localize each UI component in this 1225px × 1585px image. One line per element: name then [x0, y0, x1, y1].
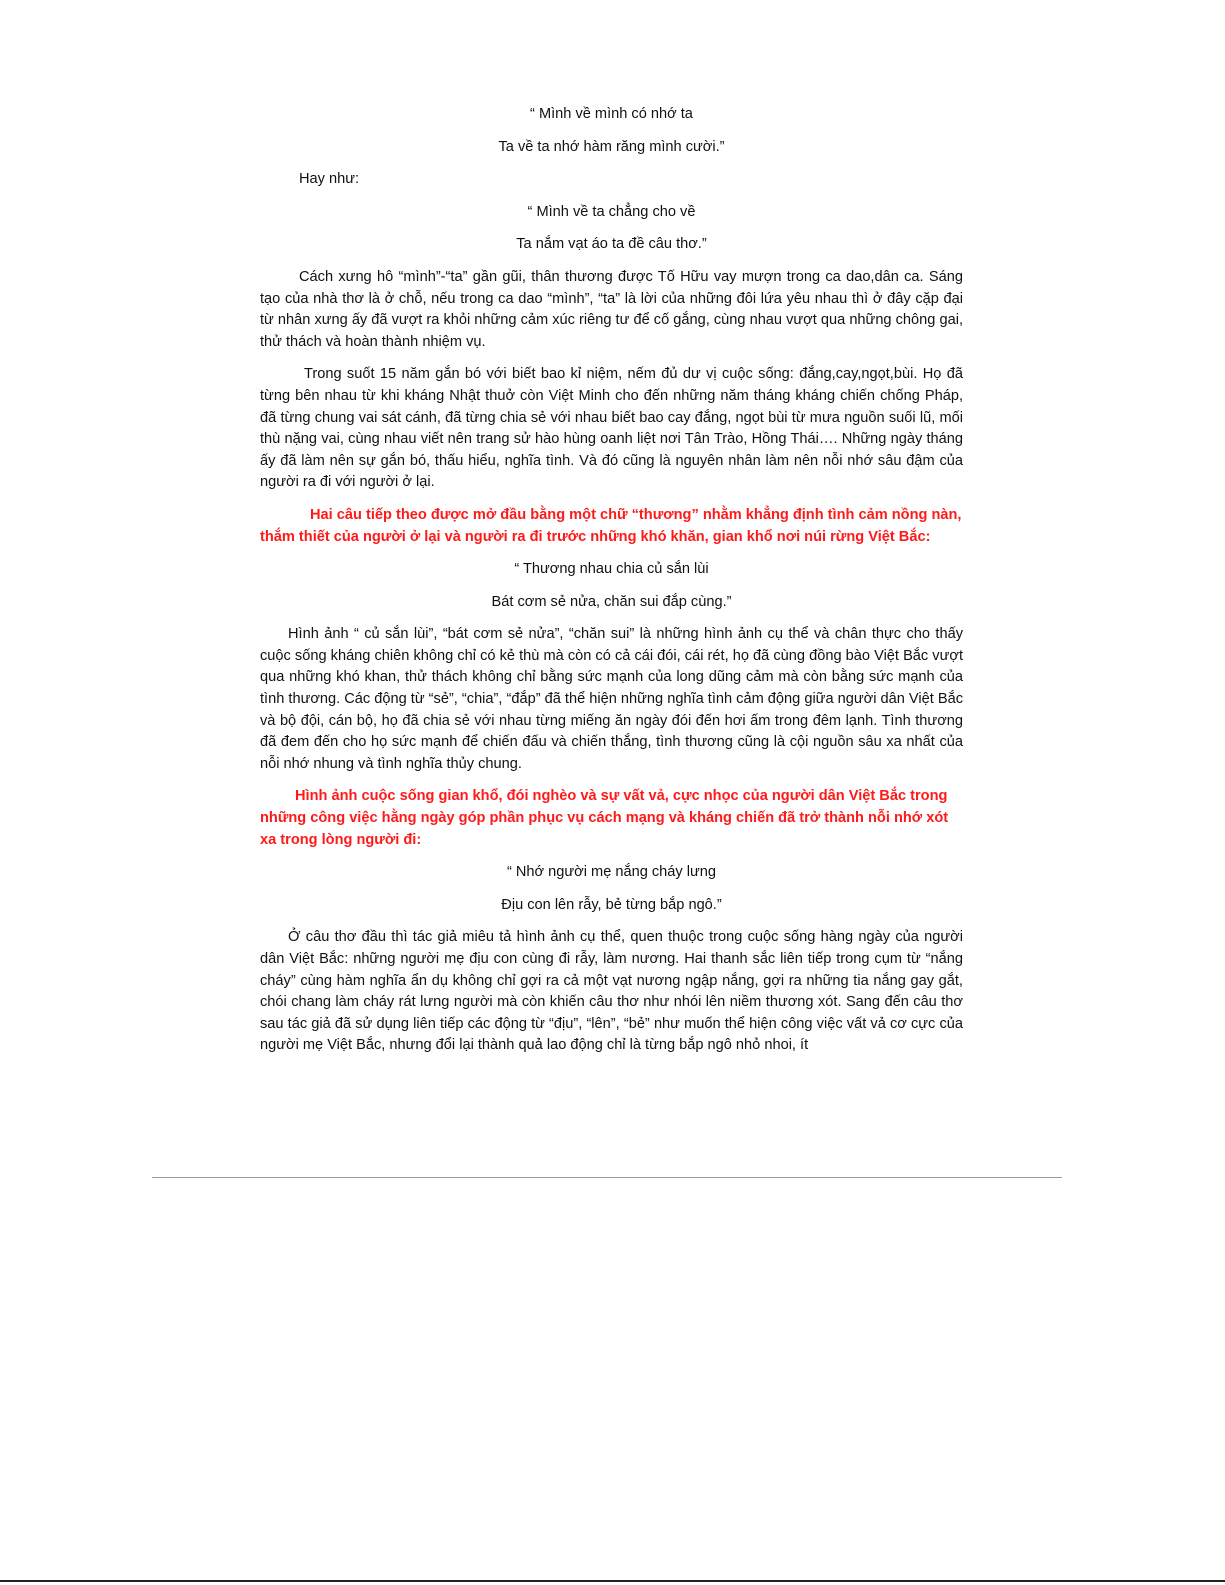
verse-line: Ta về ta nhớ hàm răng mình cười.” [498, 138, 725, 155]
verse-line: “ Nhớ người mẹ nắng cháy lưng [506, 864, 717, 881]
body-paragraph: Hình ảnh “ củ sắn lùi”, “bát cơm sẻ nửa”, “chăn sui” là những hình ảnh cụ thể và chân thực cho thấy cuộc sống kháng chiên không chỉ có kẻ thù mà còn có cả cái đói, cái rét, họ đã cùng đồng bào Việt Bắc vượt qua những khó khan, thử thách không chỉ bằng sức mạnh của long dũng cảm mà còn bằng sức mạnh của tình thương. Các động từ “sẻ”, “chia”, “đắp” đã thể hiện những nghĩa tình cảm động giữa người dân Việt Bắc và bộ đội, cán bộ, họ đã chia sẻ với nhau từng miếng ăn ngày đói đến hơi ấm trong đêm lạnh. Tình thương đã đem đến cho họ sức mạnh để chiến đấu và chiến thắng, tình thương cũng là cội nguồn sâu xa nhất của nỗi nhớ nhung và tình nghĩa thủy chung. [260, 626, 963, 772]
highlighted-paragraph: Hai câu tiếp theo được mở đầu bằng một chữ “thương” nhằm khẳng định tình cảm nồng nàn, thắm thiết của người ở lại và người ra đi trước những khó khăn, gian khổ nơi núi rừng Việt Bắc: [260, 506, 962, 545]
body-paragraph: Trong suốt 15 năm gắn bó với biết bao kỉ niệm, nếm đủ dư vị cuộc sống: đắng,cay,ngọt,bùi. Họ đã từng bên nhau từ khi kháng Nhật thuở còn Việt Minh cho đến những năm tháng kháng chiến chống Pháp, đã từng chung vai sát cánh, đã từng chia sẻ với nhau biết bao cay đắng, ngọt bùi từ mưa nguồn suối lũ, mối thù nặng vai, cùng nhau viết nên trang sử hào hùng oanh liệt nơi Tân Trào, Hồng Thái…. Những ngày tháng ấy đã làm nên sự gắn bó, thấu hiểu, nghĩa tình. Và đó cũng là nguyên nhân làm nên nỗi nhớ sâu đậm của người ra đi với người ở lại. [260, 366, 963, 491]
verse-line: “ Mình về mình có nhớ ta [530, 106, 693, 122]
lead-in-text: Hay như: [299, 171, 360, 188]
body-paragraph: Ở câu thơ đầu thì tác giả miêu tả hình ảnh cụ thể, quen thuộc trong cuộc sống hàng ngày của người dân Việt Bắc: những người mẹ địu con cùng đi rẫy, làm nương. Hai thanh sắc liên tiếp trong cụm từ “nắng cháy” cùng hàm nghĩa ẩn dụ không chỉ gợi ra cả một vạt nương ngập nắng, gợi ra những tia nắng gay gắt, chói chang làm cháy rát lưng người mà còn khiến câu thơ như nhói lên niềm thương xót. Sang đến câu thơ sau tác giả đã sử dụng liên tiếp các động từ “địu”, “lên”, “bẻ” như muốn thể hiện công việc vất vả cơ cực của người mẹ Việt Bắc, nhưng đổi lại thành quả lao động chỉ là từng bắp ngô nhỏ nhoi, ít [260, 929, 963, 1054]
page-body [260, 104, 963, 1068]
verse-line: Địu con lên rẫy, bẻ từng bắp ngô.” [501, 896, 722, 913]
highlighted-paragraph: Hình ảnh cuộc sống gian khổ, đói nghèo và sự vất vả, cực nhọc của người dân Việt Bắc trong những công việc hằng ngày góp phần phục vụ cách mạng và kháng chiến đã trở thành nỗi nhớ xót xa trong lòng người đi: [260, 788, 949, 848]
body-paragraph: Cách xưng hô “mình”-“ta” gần gũi, thân thương được Tố Hữu vay mượn trong ca dao,dân ca. Sáng tạo của nhà thơ là ở chỗ, nếu trong ca dao “mình”, “ta” là lời của những đôi lứa yêu nhau thì ở đây cặp đại từ nhân xưng ấy đã vượt ra khỏi những cảm xúc riêng tư để cố gắng, cùng nhau vượt qua những chông gai, thử thách và hoàn thành nhiệm vụ. [260, 268, 963, 350]
verse-line: Ta nắm vạt áo ta đề câu thơ.” [516, 236, 707, 253]
verse-line: Bát cơm sẻ nửa, chăn sui đắp cùng.” [491, 593, 732, 610]
verse-line: “ Thương nhau chia củ sắn lùi [514, 561, 709, 578]
bottom-edge-line [0, 1580, 1225, 1582]
verse-line: “ Mình về ta chẳng cho về [527, 203, 696, 220]
page-divider [152, 1177, 1062, 1178]
